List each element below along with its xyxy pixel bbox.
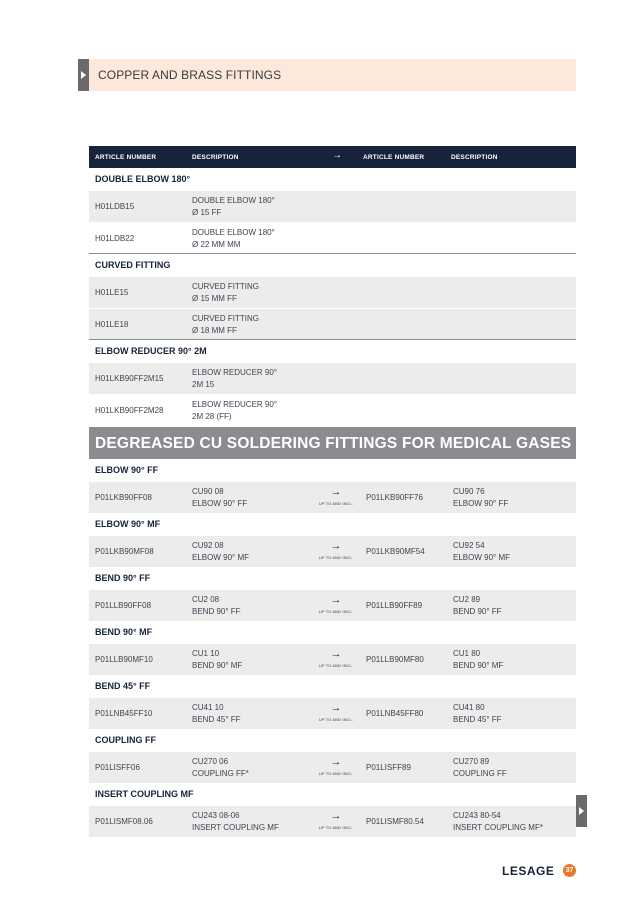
article-number: P01LLB90FF08 bbox=[95, 601, 152, 610]
description-to: CU1 80 BEND 90° MF bbox=[453, 649, 504, 670]
article-number: H01LE18 bbox=[95, 320, 129, 329]
section-title: COUPLING FF bbox=[95, 735, 156, 745]
section-title: DOUBLE ELBOW 180° bbox=[95, 174, 191, 184]
description-to: CU92 54 ELBOW 90° MF bbox=[453, 541, 510, 562]
article-number: H01LDB15 bbox=[95, 202, 135, 211]
section-title: ELBOW 90° MF bbox=[95, 519, 161, 529]
table-row bbox=[89, 362, 576, 394]
fittings-table bbox=[89, 146, 576, 837]
col-description: DESCRIPTION bbox=[192, 154, 239, 161]
table-header bbox=[89, 146, 576, 168]
section-title: INSERT COUPLING MF bbox=[95, 789, 194, 799]
range-indicator: → UP TO AND INCL. bbox=[316, 757, 356, 776]
description: ELBOW REDUCER 90° 2M 28 (FF) bbox=[192, 400, 277, 421]
table-row bbox=[89, 394, 576, 426]
description: DOUBLE ELBOW 180° Ø 15 FF bbox=[192, 196, 275, 217]
col-description-2: DESCRIPTION bbox=[451, 154, 498, 161]
arrow-right-icon: → bbox=[330, 810, 342, 822]
page-number: 37 bbox=[563, 864, 576, 877]
article-number: H01LKB90FF2M15 bbox=[95, 374, 164, 383]
description-to: CU270 89 COUPLING FF bbox=[453, 757, 507, 778]
banner-title: COPPER AND BRASS FITTINGS bbox=[98, 68, 282, 82]
article-number: P01LNB45FF10 bbox=[95, 709, 153, 718]
description: CURVED FITTING Ø 18 MM FF bbox=[192, 314, 259, 335]
description: CU90 08 ELBOW 90° FF bbox=[192, 487, 248, 508]
table-row bbox=[89, 643, 576, 675]
arrow-right-icon: → bbox=[330, 540, 342, 552]
section-title: CURVED FITTING bbox=[95, 260, 171, 270]
description: CU270 06 COUPLING FF* bbox=[192, 757, 249, 778]
article-number-to: P01LNB45FF80 bbox=[366, 709, 424, 718]
chevron-right-icon bbox=[78, 59, 89, 91]
arrow-right-icon: → bbox=[330, 486, 342, 498]
arrow-right-icon: → bbox=[330, 594, 342, 606]
section-title: ELBOW REDUCER 90° 2M bbox=[95, 346, 207, 356]
medical-gases-section-title: DEGREASED CU SOLDERING FITTINGS FOR MEDICAL GASES bbox=[89, 427, 576, 459]
article-number: P01LISMF08.06 bbox=[95, 817, 153, 826]
description: CU41 10 BEND 45° FF bbox=[192, 703, 241, 724]
range-indicator: → UP TO AND INCL. bbox=[316, 595, 356, 614]
article-number: P01LISFF06 bbox=[95, 763, 140, 772]
section-banner bbox=[78, 59, 576, 91]
brand-logo: LESAGE bbox=[502, 864, 555, 878]
article-number-to: P01LISMF80.54 bbox=[366, 817, 424, 826]
arrow-right-icon: → bbox=[330, 756, 342, 768]
table-row bbox=[89, 589, 576, 621]
section-title: BEND 45° FF bbox=[95, 681, 151, 691]
arrow-right-icon: → bbox=[332, 150, 343, 161]
col-article-number: ARTICLE NUMBER bbox=[95, 154, 157, 161]
table-row bbox=[89, 481, 576, 513]
description-to: CU2 89 BEND 90° FF bbox=[453, 595, 502, 616]
arrow-right-icon: → bbox=[330, 648, 342, 660]
article-number-to: P01LKB90FF76 bbox=[366, 493, 423, 502]
description-to: CU243 80-54 INSERT COUPLING MF* bbox=[453, 811, 543, 832]
description: CU2 08 BEND 90° FF bbox=[192, 595, 241, 616]
range-indicator: → UP TO AND INCL. bbox=[316, 703, 356, 722]
article-number: P01LKB90FF08 bbox=[95, 493, 152, 502]
section-title: BEND 90° FF bbox=[95, 573, 151, 583]
article-number: P01LKB90MF08 bbox=[95, 547, 154, 556]
table-row bbox=[89, 535, 576, 567]
article-number-to: P01LLB90MF80 bbox=[366, 655, 424, 664]
description: DOUBLE ELBOW 180° Ø 22 MM MM bbox=[192, 228, 275, 249]
col-article-number-2: ARTICLE NUMBER bbox=[363, 154, 425, 161]
description-to: CU41 80 BEND 45° FF bbox=[453, 703, 502, 724]
article-number-to: P01LKB90MF54 bbox=[366, 547, 425, 556]
range-indicator: → UP TO AND INCL. bbox=[316, 811, 356, 830]
article-number-to: P01LLB90FF89 bbox=[366, 601, 423, 610]
range-indicator: → UP TO AND INCL. bbox=[316, 649, 356, 668]
article-number-to: P01LISFF89 bbox=[366, 763, 411, 772]
article-number: H01LE15 bbox=[95, 288, 129, 297]
article-number: H01LDB22 bbox=[95, 234, 135, 243]
table-row bbox=[89, 805, 576, 837]
description: CU92 08 ELBOW 90° MF bbox=[192, 541, 249, 562]
description-to: CU90 76 ELBOW 90° FF bbox=[453, 487, 509, 508]
section-title: BEND 90° MF bbox=[95, 627, 153, 637]
table-row bbox=[89, 751, 576, 783]
next-page-chevron-icon[interactable] bbox=[576, 795, 587, 827]
table-row bbox=[89, 222, 576, 254]
article-number: H01LKB90FF2M28 bbox=[95, 406, 164, 415]
description: CURVED FITTING Ø 15 MM FF bbox=[192, 282, 259, 303]
range-indicator: → UP TO AND INCL. bbox=[316, 541, 356, 560]
description: CU243 08-06 INSERT COUPLING MF bbox=[192, 811, 279, 832]
table-row bbox=[89, 308, 576, 340]
article-number: P01LLB90MF10 bbox=[95, 655, 153, 664]
description: CU1 10 BEND 90° MF bbox=[192, 649, 243, 670]
table-row bbox=[89, 190, 576, 222]
description: ELBOW REDUCER 90° 2M 15 bbox=[192, 368, 277, 389]
table-row bbox=[89, 697, 576, 729]
section-title: ELBOW 90° FF bbox=[95, 465, 159, 475]
table-row bbox=[89, 276, 576, 308]
arrow-right-icon: → bbox=[330, 702, 342, 714]
range-indicator: → UP TO AND INCL. bbox=[316, 487, 356, 506]
